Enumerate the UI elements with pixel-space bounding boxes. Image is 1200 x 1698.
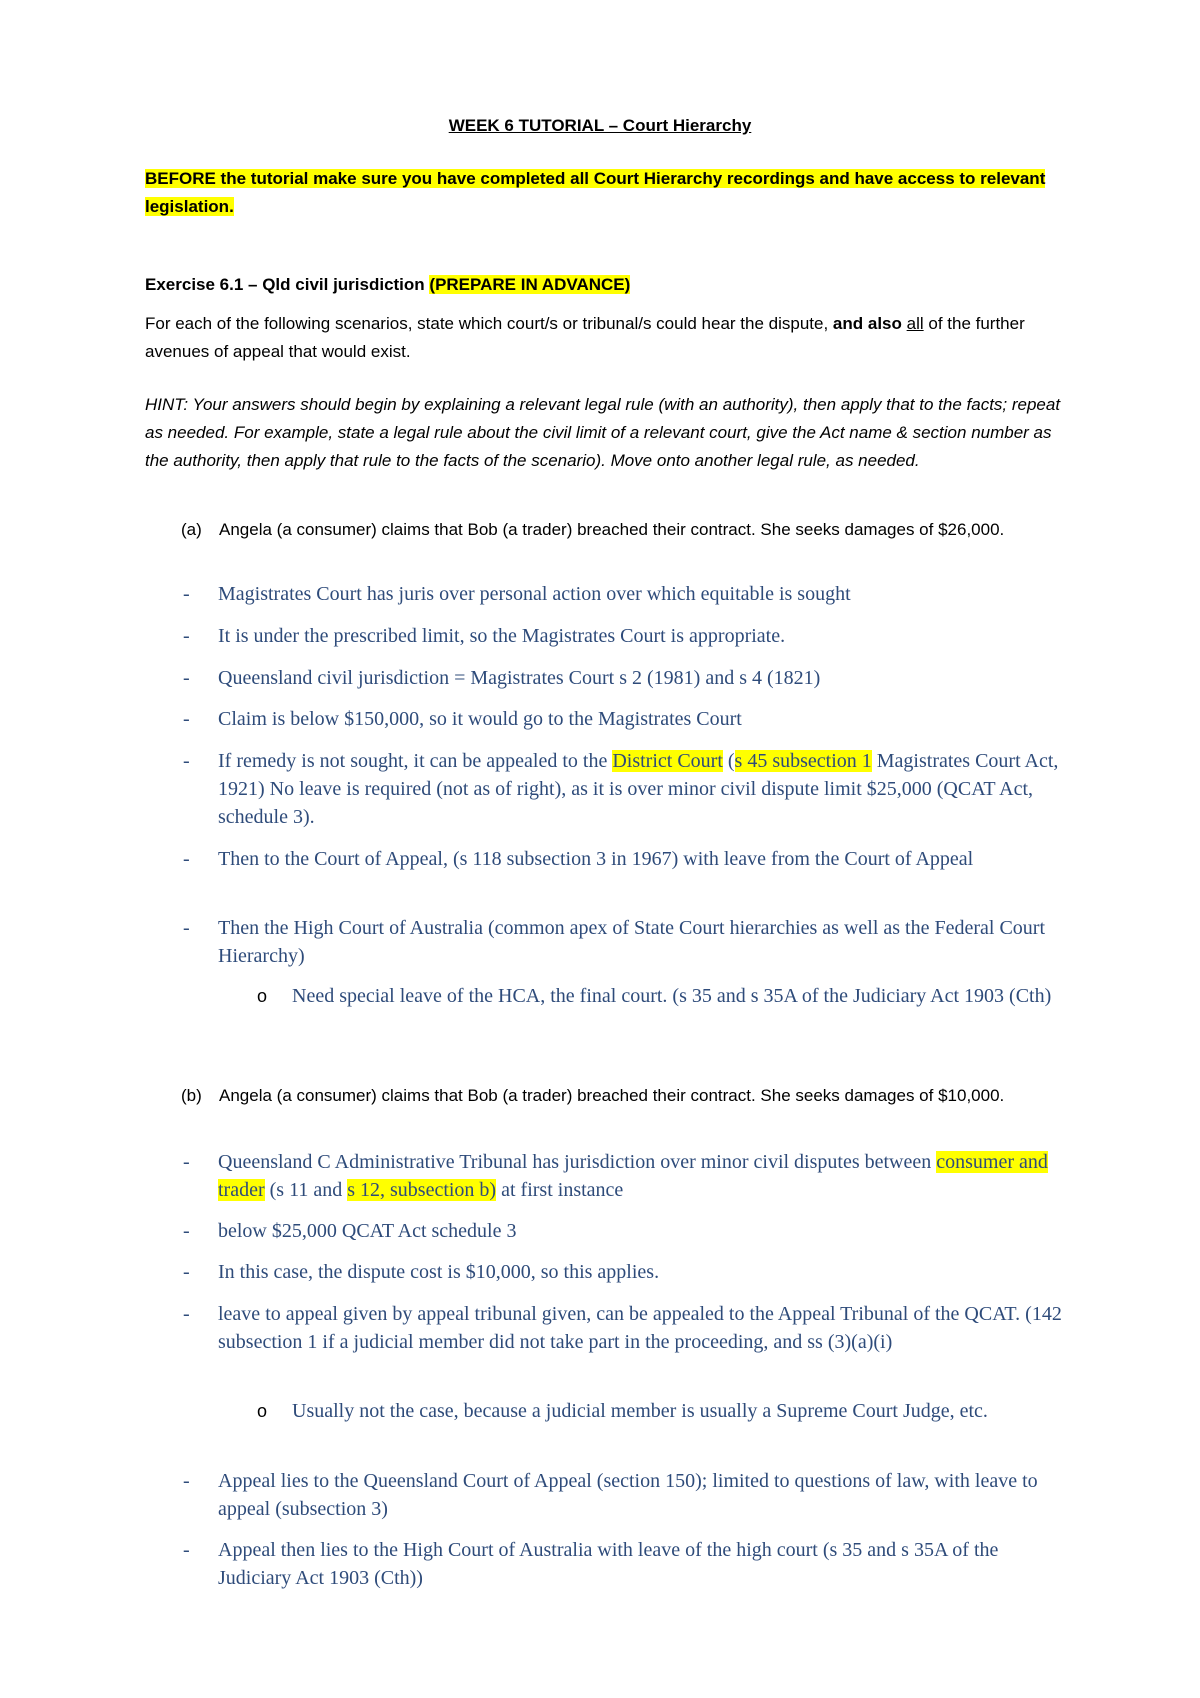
- dash-bullet: -: [183, 1261, 190, 1283]
- exercise-intro: [145, 310, 1075, 366]
- dash-bullet: -: [183, 1151, 190, 1173]
- list-item-text: below $25,000 QCAT Act schedule 3: [218, 1220, 517, 1242]
- exercise-heading-text: Exercise 6.1 – Qld civil jurisdiction: [145, 275, 430, 294]
- list-item: [183, 845, 1073, 873]
- page-title: WEEK 6 TUTORIAL – Court Hierarchy: [448, 116, 752, 135]
- sub-list-item-text: Need special leave of the HCA, the final court. (s 35 and s 35A of the Judiciary Act 1903 (Cth): [292, 985, 1052, 1007]
- sub-list-item: [257, 1397, 1057, 1425]
- list-item: [183, 1217, 1073, 1245]
- exercise-heading: [145, 271, 1045, 299]
- list-item-text: [218, 747, 1073, 831]
- sub-list-item: [257, 982, 1057, 1010]
- s45-highlight: s 45 subsection 1: [734, 750, 872, 772]
- dash-bullet: -: [183, 750, 190, 772]
- dash-bullet: -: [183, 917, 190, 939]
- list-item: [183, 914, 1073, 970]
- dash-bullet: -: [183, 1220, 190, 1242]
- list-item-text: [218, 1148, 1073, 1204]
- scenario-b: [181, 1082, 1061, 1110]
- list-item-text: In this case, the dispute cost is $10,000, so this applies.: [218, 1261, 660, 1283]
- circle-bullet: o: [257, 1401, 268, 1421]
- scenario-b-label: (b): [181, 1086, 202, 1105]
- list-item-text: It is under the prescribed limit, so the Magistrates Court is appropriate.: [218, 625, 786, 647]
- s12-highlight: s 12, subsection b): [347, 1179, 497, 1201]
- b5-pre: If remedy is not sought, it can be appealed to the: [218, 750, 613, 772]
- before-note: [145, 165, 1065, 221]
- list-item-text: Claim is below $150,000, so it would go to the Magistrates Court: [218, 708, 742, 730]
- prepare-in-advance-highlight: (PREPARE IN ADVANCE): [429, 275, 631, 294]
- consumer-trader-highlight: consumer and trader: [218, 1151, 1048, 1201]
- dash-bullet: -: [183, 583, 190, 605]
- dash-bullet: -: [183, 1539, 190, 1561]
- list-item-text: Then to the Court of Appeal, (s 118 subsection 3 in 1967) with leave from the Court of Appeal: [218, 848, 974, 870]
- intro-bold: and also: [832, 314, 902, 333]
- list-item: [183, 1300, 1073, 1356]
- dash-bullet: -: [183, 848, 190, 870]
- list-item: [183, 747, 1073, 831]
- intro-part2: of the further avenues of appeal that would exist.: [145, 314, 1025, 361]
- list-item-text: Appeal then lies to the High Court of Australia with leave of the high court (s 35 and s 35A of the Judiciary Act 1903 (Cth)): [218, 1539, 999, 1589]
- list-item: [183, 664, 1073, 692]
- list-item-text: leave to appeal given by appeal tribunal given, can be appealed to the Appeal Tribunal of the QCAT. (142 subsection 1 if a judicial member did not take part in the proceeding, and ss (3)(a)(i): [218, 1303, 1062, 1353]
- b5-post: Magistrates Court Act, 1921) No leave is required (not as of right), as it is over minor civil dispute limit $25,000 (QCAT Act, schedule 3).: [218, 750, 1059, 828]
- before-note-text: BEFORE the tutorial make sure you have completed all Court Hierarchy recordings and have access to relevant legislation.: [145, 169, 1046, 216]
- sub-list-item-text: Usually not the case, because a judicial member is usually a Supreme Court Judge, etc.: [292, 1400, 988, 1422]
- dash-bullet: -: [183, 1470, 190, 1492]
- list-item: [183, 1258, 1073, 1286]
- dash-bullet: -: [183, 625, 190, 647]
- list-item-text: Then the High Court of Australia (common apex of State Court hierarchies as well as the Federal Court Hierarchy): [218, 917, 1046, 967]
- list-item-text: Queensland civil jurisdiction = Magistrates Court s 2 (1981) and s 4 (1821): [218, 667, 821, 689]
- list-item: [183, 622, 1073, 650]
- dash-bullet: -: [183, 708, 190, 730]
- scenario-b-text: Angela (a consumer) claims that Bob (a trader) breached their contract. She seeks damages of $10,000.: [219, 1086, 1005, 1105]
- b1-pre: Queensland C Administrative Tribunal has jurisdiction over minor civil disputes between: [218, 1151, 937, 1173]
- circle-bullet: o: [257, 986, 268, 1006]
- intro-part1: For each of the following scenarios, state which court/s or tribunal/s could hear the dispute,: [145, 314, 833, 333]
- district-court-highlight: District Court: [612, 750, 723, 772]
- list-item: [183, 580, 1073, 608]
- list-item: [183, 1536, 1073, 1592]
- b5-mid: (: [722, 750, 735, 772]
- scenario-a-text: Angela (a consumer) claims that Bob (a trader) breached their contract. She seeks damages of $26,000.: [219, 520, 1005, 539]
- list-item: [183, 1467, 1073, 1523]
- list-item-text: Appeal lies to the Queensland Court of Appeal (section 150); limited to questions of law, with leave to appeal (subsection 3): [218, 1470, 1038, 1520]
- hint-paragraph: HINT: Your answers should begin by explaining a relevant legal rule (with an authority), then apply that to the facts; repeat as needed. For example, state a legal rule about the civil limit of a relevant court, give the Act name & section number as the authority, then apply that rule to the facts of the scenario). Move onto another legal rule, as needed.: [145, 395, 1061, 470]
- scenario-a-label: (a): [181, 520, 202, 539]
- list-item: [183, 1148, 1073, 1204]
- b1-mid: (s 11 and: [264, 1179, 348, 1201]
- dash-bullet: -: [183, 667, 190, 689]
- intro-underlined: all: [906, 314, 924, 333]
- scenario-a: [181, 516, 1061, 544]
- list-item-text: Magistrates Court has juris over personal action over which equitable is sought: [218, 583, 851, 605]
- dash-bullet: -: [183, 1303, 190, 1325]
- list-item: [183, 705, 1073, 733]
- b1-post: at first instance: [496, 1179, 624, 1201]
